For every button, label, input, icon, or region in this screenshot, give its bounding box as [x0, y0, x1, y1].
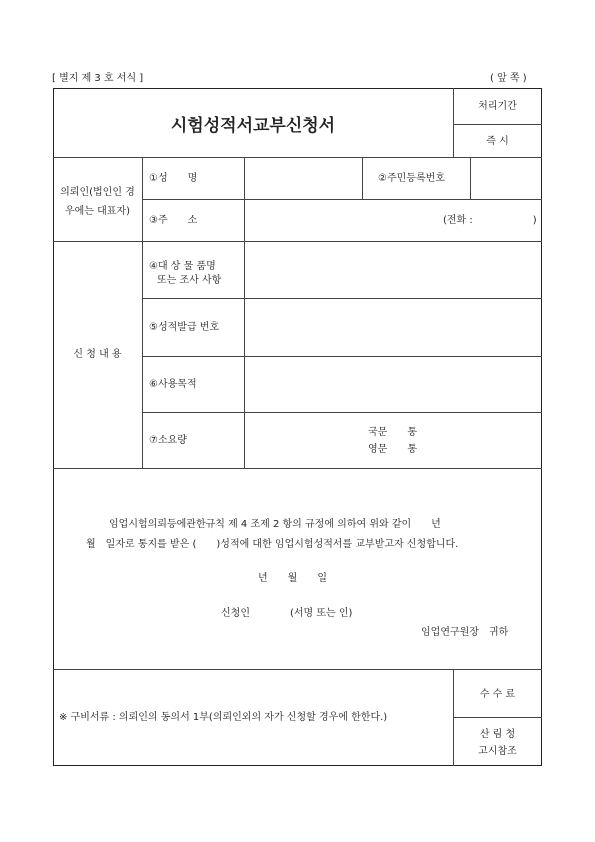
item6-label: ⑥사용목적 [149, 379, 197, 390]
item4-field[interactable] [250, 248, 536, 292]
applicant-label-line2: 우에는 대표자) [64, 206, 131, 217]
form-number: [ 별지 제 3 호 서식 ] [52, 73, 144, 84]
item6-field[interactable] [250, 362, 536, 406]
fee-value-line2: 고시참조 [478, 746, 517, 757]
processing-period-label: 처리기간 [478, 101, 517, 112]
page-side: ( 앞 쪽 ) [490, 73, 527, 84]
statement-line2: 월 일자로 통지를 받은 ( )성적에 대한 임업시험성적서를 교부받고자 신청합니다. [86, 539, 459, 550]
korean-copies[interactable]: 국문 통 [368, 427, 417, 438]
english-copies[interactable]: 영문 통 [368, 444, 417, 455]
applicant-signature[interactable]: 신청인 (서명 또는 인) [221, 608, 353, 619]
item5-label: ⑤성적발급 번호 [149, 322, 220, 333]
fee-label: 수 수 료 [479, 689, 516, 700]
applicant-label-line1: 의뢰인(법인인 경 [60, 187, 135, 198]
rrn-label: ②주민등록번호 [378, 173, 445, 184]
application-date[interactable]: 년 월 일 [258, 573, 327, 584]
request-section-label: 신 청 내 용 [73, 349, 122, 360]
item7-label: ⑦소요량 [149, 435, 187, 446]
address-field[interactable] [250, 208, 440, 232]
fee-value-line1: 산 림 청 [479, 729, 516, 740]
item4-label-line1: ④대 상 물 품명 [149, 261, 216, 272]
rrn-field[interactable] [475, 173, 537, 187]
phone-label: (전화 : ) [443, 215, 537, 226]
statement-line1: 임업시험의뢰등에관한규칙 제 4 조제 2 항의 규정에 의하여 위와 같이 년 [109, 519, 441, 530]
form-title: 시험성적서교부신청서 [170, 116, 336, 136]
address-label: ③주 소 [149, 215, 198, 226]
item4-label-line2: 또는 조사 사항 [157, 275, 222, 286]
name-field[interactable] [250, 173, 356, 187]
processing-period-value: 즉 시 [486, 136, 509, 147]
required-documents: ※ 구비서류 : 의뢰인의 동의서 1부(의뢰인외의 자가 신청할 경우에 한한다.) [59, 712, 388, 723]
item5-field[interactable] [250, 304, 536, 350]
recipient: 임업연구원장 귀하 [421, 627, 509, 638]
name-label: ①성 명 [149, 173, 198, 184]
